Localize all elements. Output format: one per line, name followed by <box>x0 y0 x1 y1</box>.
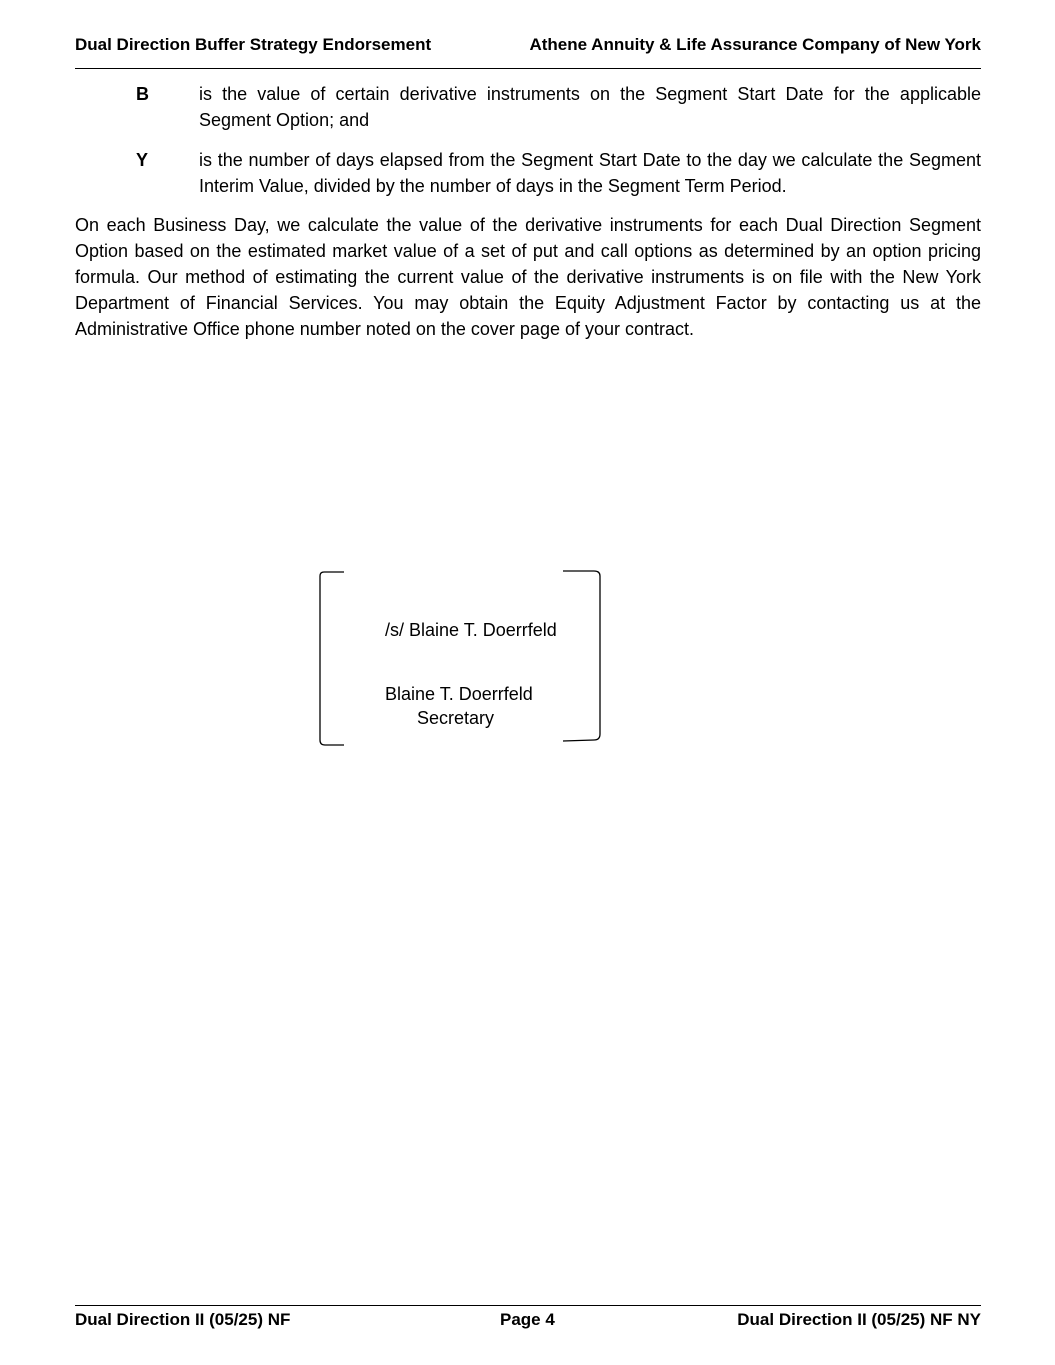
page-number: Page 4 <box>500 1310 555 1329</box>
page-footer <box>75 1305 981 1335</box>
header-company-name: Athene Annuity & Life Assurance Company of New York <box>529 35 981 54</box>
definition-variable: B <box>136 84 149 104</box>
body-paragraph: On each Business Day, we calculate the value of the derivative instruments for each Dual Direction Segment Option based on the estimated market value of a set of put and call options as determined by an option pricing formula. Our method of estimating the current value of the derivative instruments is on file with the New York Department of Financial Services. You may obtain the Equity Adjustment Factor by contacting us at the Administrative Office phone number noted on the cover page of your contract. <box>75 215 981 339</box>
definition-text: is the value of certain derivative instruments on the Segment Start Date for the applicable Segment Option; and <box>199 84 981 130</box>
header-document-title: Dual Direction Buffer Strategy Endorsement <box>75 35 432 54</box>
signer-title: Secretary <box>417 708 495 728</box>
footer-form-number: Dual Direction II (05/25) NF <box>75 1310 291 1329</box>
signature-block <box>318 570 602 748</box>
definition-text: is the number of days elapsed from the Segment Start Date to the day we calculate the Segment Interim Value, divided by the number of days in the Segment Term Period. <box>199 150 981 196</box>
definition-variable: Y <box>136 150 149 170</box>
signature-line: /s/ Blaine T. Doerrfeld <box>385 620 557 640</box>
page-header <box>75 35 981 69</box>
footer-form-number-ny: Dual Direction II (05/25) NF NY <box>737 1310 981 1329</box>
signer-name: Blaine T. Doerrfeld <box>385 684 533 704</box>
